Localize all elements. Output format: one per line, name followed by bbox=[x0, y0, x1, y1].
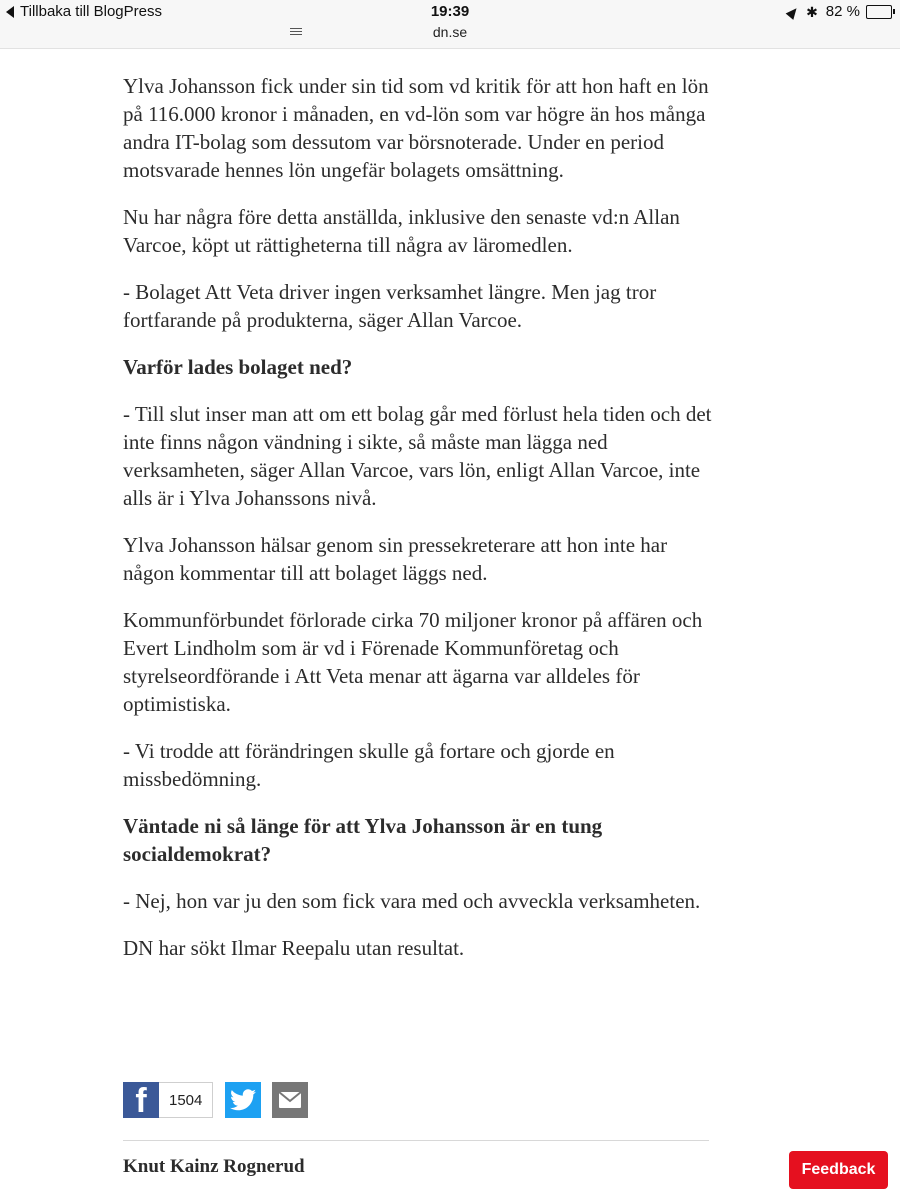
share-bar bbox=[123, 1082, 308, 1118]
url-text: dn.se bbox=[432, 24, 468, 40]
location-icon bbox=[786, 5, 801, 20]
facebook-icon: f bbox=[135, 1082, 147, 1120]
paragraph: - Bolaget Att Veta driver ingen verksamhet längre. Men jag tror fortfarande på produkterna, säger Allan Varcoe. bbox=[123, 280, 657, 332]
back-label: Tillbaka till BlogPress bbox=[20, 3, 162, 20]
status-bar bbox=[0, 0, 900, 49]
paragraph: Ylva Johansson fick under sin tid som vd kritik för att hon haft en lön på 116.000 kronor i månaden, en vd-lön som var högre än hos många andra IT-bolag som dessutom var börsnoterade. Under en period motsvarade hennes lön ungefär bolagets omsättning. bbox=[123, 74, 709, 182]
author-name[interactable]: Knut Kainz Rognerud bbox=[123, 1156, 305, 1177]
paragraph: DN har sökt Ilmar Reepalu utan resultat. bbox=[123, 936, 465, 960]
email-share-button[interactable] bbox=[272, 1082, 308, 1118]
paragraph: Ylva Johansson hälsar genom sin pressekreterare att hon inte har någon kommentar till att bolaget läggs ned. bbox=[123, 533, 668, 585]
paragraph: - Till slut inser man att om ett bolag går med förlust hela tiden och det inte finns någon vändning i sikte, så måste man lägga ned verksamheten, säger Allan Varcoe, vars lön, enligt Allan Varcoe, inte alls är i Ylva Johanssons nivå. bbox=[123, 402, 712, 510]
status-indicators bbox=[788, 2, 892, 22]
bluetooth-icon: ✱ bbox=[806, 4, 818, 20]
paragraph: - Vi trodde att förändringen skulle gå fortare och gjorde en missbedömning. bbox=[123, 739, 615, 791]
reader-view-icon[interactable] bbox=[290, 28, 302, 38]
twitter-icon bbox=[230, 1089, 256, 1111]
subheading: Varför lades bolaget ned? bbox=[123, 355, 353, 379]
mail-icon bbox=[279, 1092, 301, 1108]
address-bar[interactable] bbox=[0, 22, 900, 42]
facebook-share-button[interactable] bbox=[123, 1082, 159, 1118]
paragraph: Kommunförbundet förlorade cirka 70 miljoner kronor på affären och Evert Lindholm som är vd i Förenade Kommunföretag och styrelseordförande i Att Veta menar att ägarna var alldeles för optimistiska. bbox=[123, 608, 703, 716]
twitter-share-button[interactable] bbox=[225, 1082, 261, 1118]
paragraph: Nu har några före detta anställda, inklusive den senaste vd:n Allan Varcoe, köpt ut rättigheterna till några av läromedlen. bbox=[123, 205, 680, 257]
article-body bbox=[123, 72, 723, 981]
battery-icon bbox=[866, 5, 892, 19]
divider bbox=[123, 1140, 709, 1141]
facebook-share-count: 1504 bbox=[159, 1082, 213, 1118]
paragraph: - Nej, hon var ju den som fick vara med och avveckla verksamheten. bbox=[123, 889, 701, 913]
subheading: Väntade ni så länge för att Ylva Johansson är en tung socialdemokrat? bbox=[123, 814, 603, 866]
clock: 19:39 bbox=[430, 3, 470, 20]
feedback-button[interactable]: Feedback bbox=[789, 1151, 888, 1189]
battery-percent: 82 % bbox=[825, 3, 860, 20]
